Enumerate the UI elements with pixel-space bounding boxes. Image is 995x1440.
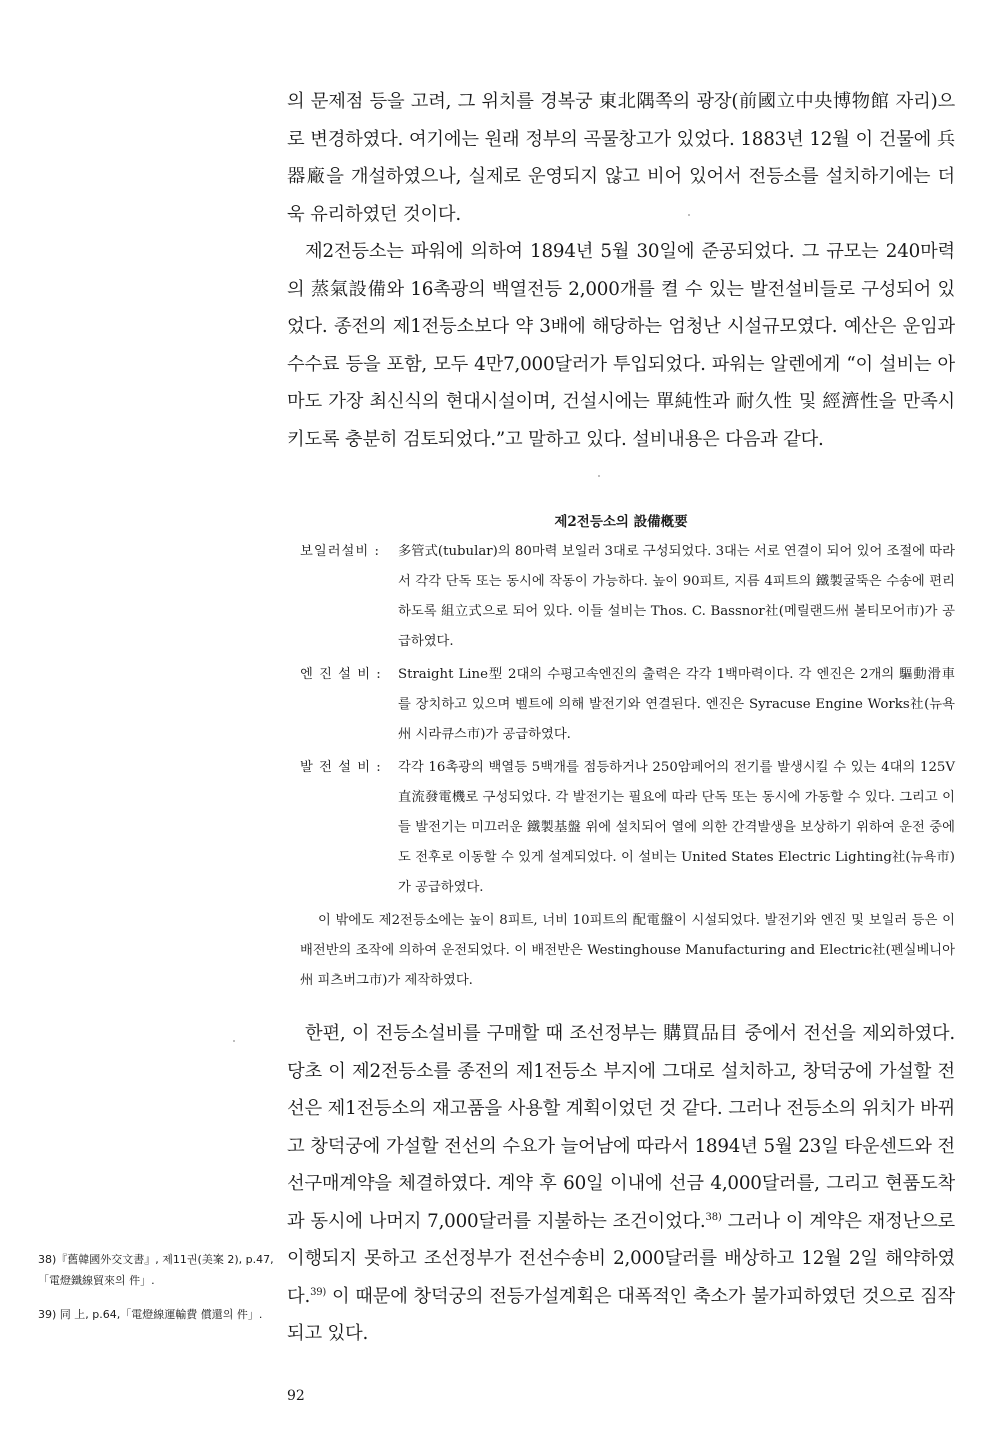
footnote-ref-38: 38) (705, 1211, 722, 1223)
body-paragraph-3 (287, 1015, 955, 1353)
equipment-text: Straight Line型 2대의 수평고속엔진의 출력은 각각 1백마력이다. 각 엔진은 2개의 驅動滑車를 장치하고 있으며 벨트에 의해 발전기와 연결된다. 엔진은 Syracuse Engine Works社(뉴욕州 시라큐스市)가 공급하였다. (398, 667, 955, 742)
equipment-label: 엔 진 설 비 : (300, 667, 382, 682)
equipment-label: 보일러설비 : (300, 544, 380, 559)
footnote-ref-39: 39) (310, 1286, 327, 1298)
equipment-text: 각각 16촉광의 백열등 5백개를 점등하거나 250암페어의 전기를 발생시킬 수 있는 4대의 125V 直流發電機로 구성되었다. 각 발전기는 필요에 따라 단독 또는 동시에 가동할 수 있다. 그리고 이들 발전기는 미끄러운 鐵製基盤 위에 설치되어 열에 의한 간격발생을 보상하기 위하여 운전 중에도 전후로 이동할 수 있게 설계되었다. 이 설비는 United States Electric Lighting社(뉴욕市)가 공급하였다. (398, 760, 955, 895)
paragraph-text: 그러나 이 계약은 재정난으로 이행되지 못하고 조선정부가 전선수송비 2,000달러를 배상하고 12월 2일 해약하였다. (287, 1210, 955, 1307)
page-number: 92 (287, 1388, 305, 1404)
paragraph-text: 이 때문에 창덕궁의 전등가설계획은 대폭적인 축소가 불가피하였던 것으로 짐작되고 있다. (287, 1285, 955, 1344)
equipment-item-boiler (300, 537, 955, 657)
equipment-note: 이 밖에도 제2전등소에는 높이 8피트, 너비 10피트의 配電盤이 시설되었다. 발전기와 엔진 및 보일러 등은 이 배전반의 조작에 의하여 운전되었다. 이 배전반은 Westinghouse Manufacturing and Electric社(펜실베니아州 피츠버그市)가 제작하였다. (300, 913, 955, 988)
body-paragraph-1: 의 문제점 등을 고려, 그 위치를 경복궁 東北隅쪽의 광장(前國立中央博物館 자리)으로 변경하였다. 여기에는 원래 정부의 곡물창고가 있었다. 1883년 12월 이 건물에 兵器廠을 개설하였으나, 실제로 운영되지 않고 비어 있어서 전등소를 설치하기에는 더욱 유리하였던 것이다. (287, 91, 955, 225)
footnote-38: 38)『舊韓國外交文書』, 제11권(美案 2), p.47,「電燈鐵線貿來의 件」. (38, 1253, 274, 1287)
scan-speck (598, 475, 600, 477)
footnote-39: 39) 同 上, p.64,「電燈線運輸費 償還의 件」. (38, 1308, 263, 1321)
equipment-item-generator (300, 753, 955, 903)
equipment-box-title: 제2전등소의 設備槪要 (554, 514, 688, 530)
body-paragraph-2: 제2전등소는 파워에 의하여 1894년 5월 30일에 준공되었다. 그 규모는 240마력의 蒸氣設備와 16촉광의 백열전등 2,000개를 켤 수 있는 발전설비들로 구성되어 있었다. 종전의 제1전등소보다 약 3배에 해당하는 엄청난 시설규모였다. 예산은 운임과 수수료 등을 포함, 모두 4만7,000달러가 투입되었다. 파워는 알렌에게 “이 설비는 아마도 가장 최신식의 현대시설이며, 건설시에는 單純性과 耐久性 및 經濟性을 만족시키도록 충분히 검토되었다.”고 말하고 있다. 설비내용은 다음과 같다. (287, 241, 955, 450)
scan-speck (233, 1040, 235, 1042)
equipment-item-engine (300, 660, 955, 750)
equipment-label: 발 전 설 비 : (300, 760, 382, 775)
equipment-text: 多管式(tubular)의 80마력 보일러 3대로 구성되었다. 3대는 서로 연결이 되어 있어 조절에 따라서 각각 단독 또는 동시에 작동이 가능하다. 높이 90피트, 지름 4피트의 鐵製굴뚝은 수송에 편리하도록 組立式으로 되어 있다. 이들 설비는 Thos. C. Bassnor社(메릴랜드州 볼티모어市)가 공급하였다. (398, 544, 955, 649)
paragraph-text: 한편, 이 전등소설비를 구매할 때 조선정부는 購買品目 중에서 전선을 제외하였다. 당초 이 제2전등소를 종전의 제1전등소 부지에 그대로 설치하고, 창덕궁에 가설할 전선은 제1전등소의 재고품을 사용할 계획이었던 것 같다. 그러나 전등소의 위치가 바뀌고 창덕궁에 가설할 전선의 수요가 늘어남에 따라서 1894년 5월 23일 타운센드와 전선구매계약을 체결하였다. 계약 후 60일 이내에 선금 4,000달러를, 그리고 현품도착과 동시에 나머지 7,000달러를 지불하는 조건이었다. (287, 1023, 955, 1232)
scan-speck (688, 214, 690, 216)
